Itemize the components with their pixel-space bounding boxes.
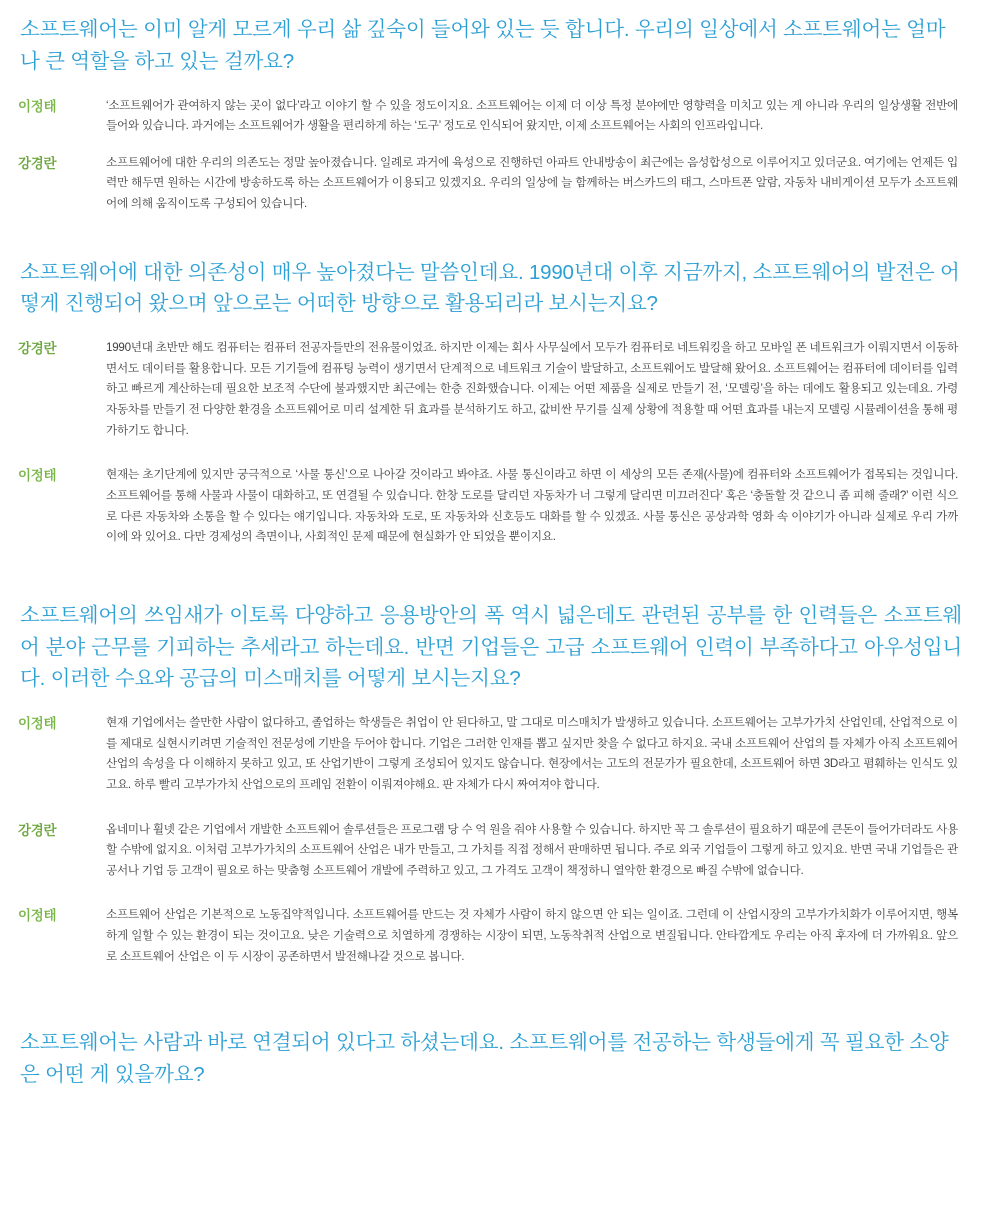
speaker-name: 이정태	[18, 716, 57, 732]
answer-text: 1990년대 초반만 해도 컴퓨터는 컴퓨터 전공자들만의 전유물이었죠. 하지만 이제는 회사 사무실에서 모두가 컴퓨터로 네트워킹을 하고 모바일 폰 네트워크가 이뤄지면서 이동하면서도 데이터를 활용합니다. 모든 기기들에 컴퓨팅 능력이 생기면서 단계적으로 네트워크 기술이 발달하고, 소프트웨어도 발달해 왔어요. 소프트웨어는 컴퓨터에 데이터를 입력하고 빠르게 계산하는데 필요한 보조적 수단에 불과했지만 최근에는 한층 진화했습니다. 이제는 어떤 제품을 실제로 만들기 전, ‘모델링’을 하는 데에도 활용되고 있는데요. 가령 자동차를 만들기 전 다양한 환경을 소프트웨어로 미리 설계한 뒤 효과를 분석하기도 하고, 값비싼 무기를 실제 상황에 적용할 때 어떤 효과를 내는지 모델링 시뮬레이션을 통해 평가하기도 합니다.	[106, 341, 958, 437]
qa-row	[18, 153, 964, 215]
qa-row	[18, 465, 964, 548]
answer-text: 현재 기업에서는 쓸만한 사람이 없다하고, 졸업하는 학생들은 취업이 안 된다하고, 말 그대로 미스매치가 발생하고 있습니다. 소프트웨어는 고부가가치 산업인데, 산업적으로 이를 제대로 실현시키려면 기술적인 전문성에 기반을 두어야 합니다. 기업은 그러한 인재를 뽑고 싶지만 찾을 수 없다고 하지요. 국내 소프트웨어 산업의 틀 자체가 아직 소프트웨어 산업의 속성을 다 이해하지 못하고 있고, 또 산업기반이 그렇게 조성되어 있지도 않습니다. 현장에서는 고도의 전문가가 필요한데, 소프트웨어 하면 3D라고 폄훼하는 인식도 있고요. 하루 빨리 고부가가치 산업으로의 프레임 전환이 이뤄져야해요. 판 자체가 다시 짜여져야 합니다.	[106, 716, 958, 791]
question-heading-1: 소프트웨어는 이미 알게 모르게 우리 삶 깊숙이 들어와 있는 듯 합니다. 우리의 일상에서 소프트웨어는 얼마나 큰 역할을 하고 있는 걸까요?	[20, 18, 946, 73]
qa-row	[18, 905, 964, 967]
answer-text: ‘소프트웨어가 관여하지 않는 곳이 없다’라고 이야기 할 수 있을 정도이지요. 소프트웨어는 이제 더 이상 특정 분야에만 영향력을 미치고 있는 게 아니라 우리의 일상생활 전반에 들어와 있습니다. 과거에는 소프트웨어가 생활을 편리하게 하는 ‘도구’ 정도로 인식되어 왔지만, 이제 소프트웨어는 사회의 인프라입니다.	[106, 98, 958, 133]
speaker-name: 이정태	[18, 908, 57, 924]
speaker-name: 이정태	[18, 98, 57, 114]
qa-row	[18, 713, 964, 796]
qa-row	[18, 820, 964, 882]
answer-text: 소프트웨어 산업은 기본적으로 노동집약적입니다. 소프트웨어를 만드는 것 자체가 사람이 하지 않으면 안 되는 일이죠. 그런데 이 산업시장의 고부가가치화가 이루어지면, 행복하게 일할 수 있는 환경이 되는 것이고요. 낮은 기술력으로 치열하게 경쟁하는 시장이 되면, 노동착취적 산업으로 변질됩니다. 안타깝게도 우리는 아직 후자에 더 가까워요. 앞으로 소프트웨어 산업은 이 두 시장이 공존하면서 발전해나갈 것으로 봅니다.	[106, 908, 958, 963]
qa-row	[18, 96, 964, 137]
answer-text: 옵네미나 휠넷 같은 기업에서 개발한 소프트웨어 솔루션들은 프로그램 당 수 억 원을 줘야 사용할 수 있습니다. 하지만 꼭 그 솔루션이 필요하기 때문에 큰돈이 들어가더라도 사용할 수밖에 없지요. 이처럼 고부가가치의 소프트웨어 산업은 내가 만들고, 그 가치를 직접 정해서 판매하면 됩니다. 주로 외국 기업들이 그렇게 하고 있지요. 반면 국내 기업들은 관공서나 기업 등 고객이 필요로 하는 맞춤형 소프트웨어 개발에 주력하고 있고, 그 가격도 고객이 책정하니 열악한 환경으로 빠질 수밖에 없습니다.	[106, 822, 958, 877]
question-heading-3: 소프트웨어의 쓰임새가 이토록 다양하고 응용방안의 폭 역시 넓은데도 관련된 공부를 한 인력들은 소프트웨어 분야 근무를 기피하는 추세라고 하는데요. 반면 기업들은 고급 소프트웨어 인력이 부족하다고 아우성입니다. 이러한 수요와 공급의 미스매치를 어떻게 보시는지요?	[20, 603, 962, 691]
answer-text: 현재는 초기단계에 있지만 궁극적으로 ‘사물 통신’으로 나아갈 것이라고 봐야죠. 사물 통신이라고 하면 이 세상의 모든 존재(사물)에 컴퓨터와 소프트웨어가 접목되는 것입니다. 소프트웨어를 통해 사물과 사물이 대화하고, 또 연결될 수 있습니다. 한창 도로를 달리던 자동차가 너 그렇게 달리면 미끄러진다’ 혹은 ‘충돌할 것 같으니 좀 피해 줄래?’ 이런 식으로 다른 자동차와 소통을 할 수 있다는 얘기입니다. 자동차와 도로, 또 자동차와 신호등도 대화를 할 수 있겠죠. 사물 통신은 공상과학 영화 속 이야기가 아니라 실제로 우리 가까이에 와 있어요. 다만 경제성의 측면이나, 사회적인 문제 때문에 현실화가 안 되었을 뿐이지요.	[106, 468, 958, 544]
qa-row	[18, 338, 964, 441]
question-heading-2: 소프트웨어에 대한 의존성이 매우 높아졌다는 말씀인데요. 1990년대 이후 지금까지, 소프트웨어의 발전은 어떻게 진행되어 왔으며 앞으로는 어떠한 방향으로 활용되리라 보시는지요?	[20, 260, 960, 316]
speaker-name: 이정태	[18, 468, 57, 484]
answer-text: 소프트웨어에 대한 우리의 의존도는 정말 높아졌습니다. 일례로 과거에 육성으로 진행하던 아파트 안내방송이 최근에는 음성합성으로 이루어지고 있더군요. 여기에는 언제든 입력만 해두면 원하는 시간에 방송하도록 하는 소프트웨어가 이용되고 있겠지요. 우리의 일상에 늘 함께하는 버스카드의 태그, 스마트폰 알람, 자동차 내비게이션 모두가 소프트웨어에 의해 움직이도록 구성되어 있습니다.	[106, 155, 958, 211]
speaker-name: 강경란	[18, 155, 57, 171]
speaker-name: 강경란	[18, 822, 57, 838]
speaker-name: 강경란	[18, 341, 57, 357]
question-heading-4: 소프트웨어는 사람과 바로 연결되어 있다고 하셨는데요. 소프트웨어를 전공하는 학생들에게 꼭 필요한 소양은 어떤 게 있을까요?	[20, 1031, 949, 1087]
